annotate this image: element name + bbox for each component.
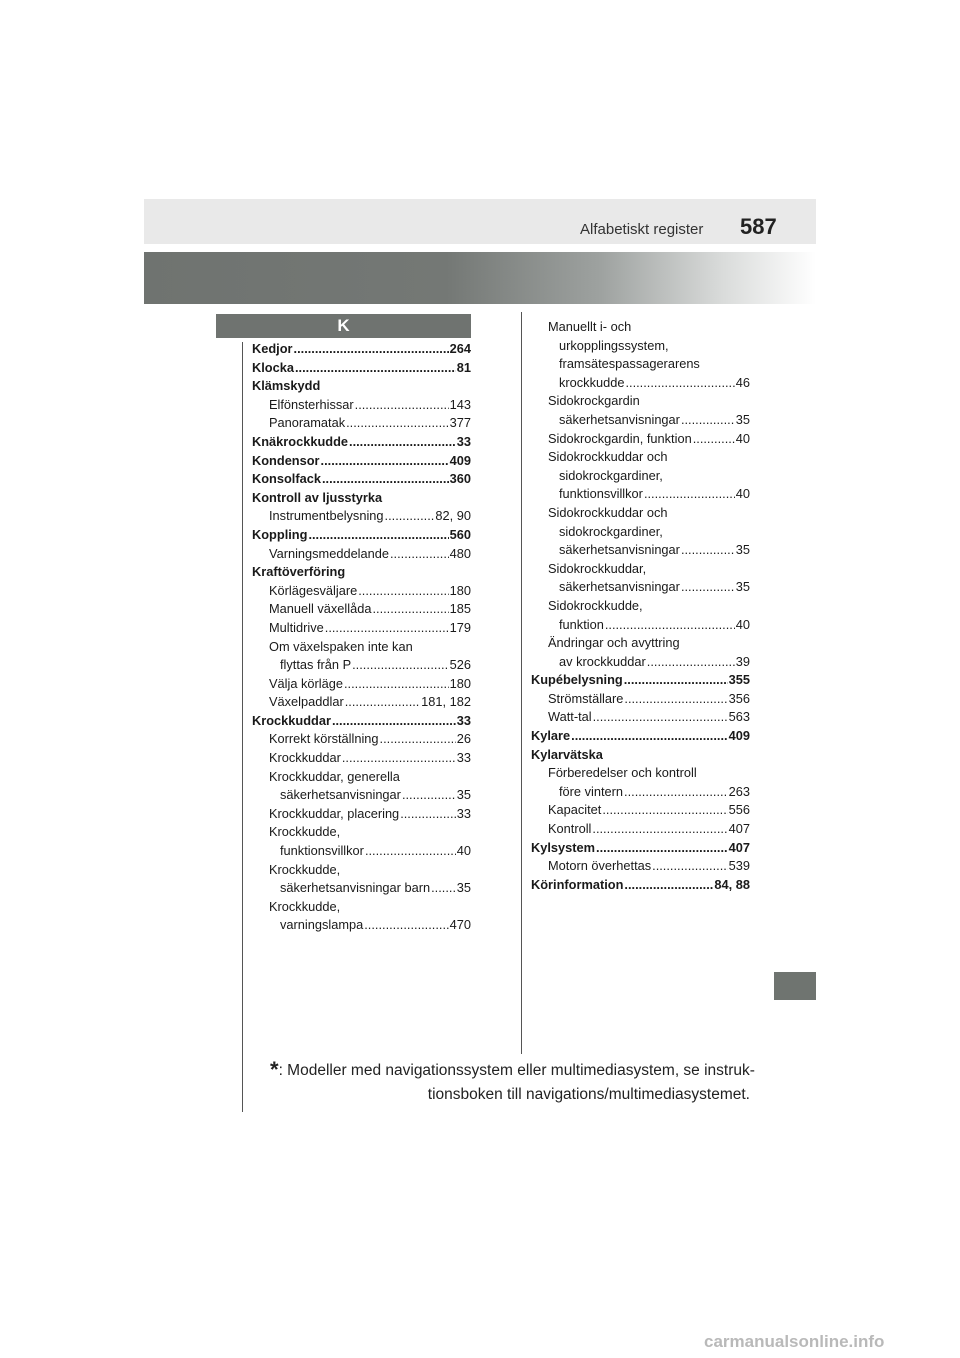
entry-page: 35 xyxy=(735,411,750,427)
entry-term: Krockkuddar, placering xyxy=(269,805,400,821)
entry-page: 84, 88 xyxy=(714,876,750,892)
entry-term: funktionsvillkor xyxy=(559,486,643,502)
index-entry xyxy=(531,839,750,858)
entry-page: 356 xyxy=(728,690,750,706)
entry-term: Manuellt i- och xyxy=(548,319,632,334)
index-column-left xyxy=(252,340,471,935)
entry-term: Sidokrockkuddar, xyxy=(548,560,647,576)
entry-page: 179 xyxy=(449,619,471,635)
entry-term: Knäkrockkudde xyxy=(252,433,349,449)
column-divider xyxy=(521,312,522,1054)
entry-term: Om växelspaken inte kan xyxy=(269,638,413,654)
left-margin-rule xyxy=(242,342,243,1112)
entry-page: 407 xyxy=(728,821,750,837)
footnote xyxy=(270,1057,755,1107)
index-entry xyxy=(252,452,471,471)
entry-term: urkopplingssystem, xyxy=(559,337,669,353)
entry-term: Instrumentbelysning xyxy=(269,508,384,524)
header-gradient-bar xyxy=(144,252,816,304)
index-entry xyxy=(531,485,750,504)
entry-page: 33 xyxy=(456,805,471,821)
dot-leader xyxy=(596,839,728,858)
dot-leader xyxy=(365,842,456,861)
index-entry xyxy=(252,507,471,526)
entry-page: 264 xyxy=(449,341,471,356)
entry-term: Klocka xyxy=(252,359,294,375)
entry-term: varningslampa xyxy=(280,917,364,933)
entry-term: Korrekt körställning xyxy=(269,731,379,747)
entry-term: Kondensor xyxy=(252,452,320,468)
dot-leader xyxy=(624,671,728,690)
index-entry xyxy=(531,857,750,876)
index-entry xyxy=(252,582,471,601)
section-letter-bar: K xyxy=(216,314,471,338)
entry-page: 35 xyxy=(456,880,471,896)
entry-page: 46 xyxy=(735,374,750,390)
index-entry xyxy=(252,619,471,638)
entry-term: Växelpaddlar xyxy=(269,694,344,710)
page-number: 587 xyxy=(740,214,777,239)
index-entry xyxy=(531,820,750,839)
entry-term: Watt-tal xyxy=(548,709,592,725)
entry-term: före vintern xyxy=(559,783,624,799)
index-entry xyxy=(531,764,750,783)
entry-term: säkerhetsanvisningar xyxy=(559,579,680,595)
entry-page: 480 xyxy=(449,545,471,561)
entry-term: Multidrive xyxy=(269,619,324,635)
index-entry xyxy=(252,730,471,749)
dot-leader xyxy=(358,582,448,601)
entry-term: Krockkudde, xyxy=(269,861,341,877)
index-entry xyxy=(252,712,471,731)
entry-term: Kapacitet xyxy=(548,802,602,818)
entry-page: 470 xyxy=(449,917,471,933)
entry-page: 407 xyxy=(728,839,750,855)
index-entry xyxy=(252,414,471,433)
entry-term: Manuell växellåda xyxy=(269,601,372,617)
entry-page: 180 xyxy=(449,675,471,691)
index-entry xyxy=(252,489,471,508)
dot-leader xyxy=(364,916,448,935)
index-entry xyxy=(252,545,471,564)
index-column-right xyxy=(531,318,750,894)
entry-term: Kylare xyxy=(531,728,571,744)
index-entry xyxy=(252,898,471,917)
entry-term: framsätespassagerarens xyxy=(559,356,700,372)
dot-leader xyxy=(592,820,727,839)
entry-term: Klämskydd xyxy=(252,378,321,394)
entry-term: Körlägesväljare xyxy=(269,582,358,598)
index-entry xyxy=(531,690,750,709)
index-entry xyxy=(531,541,750,560)
entry-page: 409 xyxy=(449,452,471,468)
entry-term: säkerhetsanvisningar barn xyxy=(280,880,431,896)
entry-term: Motorn överhettas xyxy=(548,858,652,874)
dot-leader xyxy=(652,857,728,876)
entry-term: Kraftöverföring xyxy=(252,564,346,580)
entry-term: Strömställare xyxy=(548,690,624,706)
dot-leader xyxy=(355,396,449,415)
dot-leader xyxy=(308,526,448,545)
watermark: carmanualsonline.info xyxy=(704,1332,885,1351)
dot-leader xyxy=(571,727,728,746)
index-entry xyxy=(531,653,750,672)
entry-page: 560 xyxy=(449,526,471,542)
entry-page: 360 xyxy=(449,471,471,487)
entry-page: 40 xyxy=(735,430,750,446)
index-entry xyxy=(252,433,471,452)
entry-term: Sidokrockkuddar och xyxy=(548,449,668,465)
entry-term: Sidokrockgardin, funktion xyxy=(548,430,692,446)
entry-page: 26 xyxy=(456,731,471,747)
entry-term: Kontroll xyxy=(548,821,592,837)
entry-term: Elfönsterhissar xyxy=(269,396,354,412)
index-entry xyxy=(531,448,750,467)
dot-leader xyxy=(344,675,449,694)
dot-leader xyxy=(681,541,735,560)
entry-page: 35 xyxy=(735,579,750,595)
dot-leader xyxy=(352,656,449,675)
index-entry xyxy=(252,861,471,880)
index-entry xyxy=(531,523,750,542)
index-entry xyxy=(531,578,750,597)
index-entry xyxy=(531,708,750,727)
dot-leader xyxy=(380,730,456,749)
entry-term: Kontroll av ljusstyrka xyxy=(252,489,383,505)
entry-page: 526 xyxy=(449,657,471,673)
dot-leader xyxy=(349,433,456,452)
entry-term: Sidokrockkudde, xyxy=(548,597,643,613)
index-entry xyxy=(252,768,471,787)
index-entry xyxy=(252,340,471,359)
index-entry xyxy=(531,727,750,746)
dot-leader xyxy=(693,430,735,449)
dot-leader xyxy=(681,411,735,430)
index-entry xyxy=(531,746,750,765)
entry-term: Kylsystem xyxy=(531,839,596,855)
entry-term: Krockkudde, xyxy=(269,824,341,840)
entry-page: 35 xyxy=(735,542,750,558)
dot-leader xyxy=(647,653,735,672)
entry-term: Förberedelser och kontroll xyxy=(548,765,697,781)
entry-page: 563 xyxy=(728,709,750,725)
dot-leader xyxy=(325,619,449,638)
footnote-marker: * xyxy=(270,1057,279,1082)
index-entry xyxy=(531,467,750,486)
index-entry xyxy=(531,801,750,820)
index-entry xyxy=(531,876,750,895)
dot-leader xyxy=(602,801,727,820)
index-entry xyxy=(531,374,750,393)
index-entry xyxy=(252,916,471,935)
index-entry xyxy=(531,616,750,635)
index-entry xyxy=(252,656,471,675)
entry-term: säkerhetsanvisningar xyxy=(280,787,401,803)
dot-leader xyxy=(322,470,449,489)
index-entry xyxy=(531,411,750,430)
index-entry xyxy=(531,504,750,523)
entry-page: 539 xyxy=(728,858,750,874)
entry-term: Varningsmeddelande xyxy=(269,545,389,561)
index-entry xyxy=(252,786,471,805)
entry-term: säkerhetsanvisningar xyxy=(559,411,680,427)
index-entry xyxy=(531,392,750,411)
entry-term: Välja körläge xyxy=(269,675,343,691)
entry-page: 82, 90 xyxy=(435,508,471,524)
index-entry xyxy=(252,879,471,898)
entry-page: 39 xyxy=(735,653,750,669)
entry-page: 40 xyxy=(735,616,750,632)
entry-page: 143 xyxy=(449,396,471,412)
entry-term: Kedjor xyxy=(252,341,293,356)
dot-leader xyxy=(346,414,449,433)
index-entry xyxy=(531,783,750,802)
index-entry xyxy=(252,600,471,619)
dot-leader xyxy=(605,616,735,635)
header-band xyxy=(144,199,816,244)
entry-term: Krockkudde, xyxy=(269,898,341,914)
dot-leader xyxy=(294,340,449,359)
entry-page: 81 xyxy=(456,359,471,375)
entry-term: Sidokrockgardin xyxy=(548,393,640,409)
entry-term: krockkudde xyxy=(559,374,625,390)
footnote-line1: : Modeller med navigationssystem eller multimediasystem, se instruk- xyxy=(278,1062,755,1079)
entry-page: 33 xyxy=(456,433,471,449)
dot-leader xyxy=(345,693,420,712)
entry-term: Kupébelysning xyxy=(531,672,623,688)
dot-leader xyxy=(332,712,456,731)
entry-page: 180 xyxy=(449,582,471,598)
entry-term: Panoramatak xyxy=(269,415,346,431)
dot-leader xyxy=(625,374,734,393)
entry-page: 40 xyxy=(735,486,750,502)
entry-term: Konsolfack xyxy=(252,471,321,487)
dot-leader xyxy=(593,708,728,727)
index-entry xyxy=(531,634,750,653)
entry-page: 556 xyxy=(728,802,750,818)
entry-term: Krockkuddar xyxy=(269,750,341,766)
index-entry xyxy=(252,359,471,378)
index-entry xyxy=(252,396,471,415)
entry-term: Koppling xyxy=(252,526,308,542)
entry-page: 263 xyxy=(728,783,750,799)
entry-term: flyttas från P xyxy=(280,657,352,673)
index-entry xyxy=(252,470,471,489)
entry-term: av krockkuddar xyxy=(559,653,646,669)
entry-page: 377 xyxy=(449,415,471,431)
header-title: Alfabetiskt register xyxy=(580,221,704,238)
index-entry xyxy=(531,671,750,690)
index-entry xyxy=(252,842,471,861)
index-entry xyxy=(252,749,471,768)
entry-page: 40 xyxy=(456,843,471,859)
dot-leader xyxy=(644,485,735,504)
entry-term: Ändringar och avyttring xyxy=(548,635,680,651)
dot-leader xyxy=(372,600,448,619)
dot-leader xyxy=(624,690,727,709)
footnote-line2: tionsboken till navigations/multimediasystemet. xyxy=(427,1086,750,1103)
entry-page: 185 xyxy=(449,601,471,617)
index-entry xyxy=(252,675,471,694)
entry-term: sidokrockgardiner, xyxy=(559,467,663,483)
entry-term: Krockkuddar, generella xyxy=(269,768,400,784)
dot-leader xyxy=(624,876,713,895)
entry-page: 409 xyxy=(728,728,750,744)
entry-term: Kylarvätska xyxy=(531,746,603,762)
dot-leader xyxy=(402,786,456,805)
index-entry xyxy=(531,337,750,356)
entry-term: Sidokrockkuddar och xyxy=(548,504,668,520)
entry-term: funktion xyxy=(559,616,604,632)
index-entry xyxy=(531,430,750,449)
entry-page: 355 xyxy=(728,672,750,688)
index-entry xyxy=(531,318,750,337)
entry-term: Krockkuddar xyxy=(252,712,331,728)
index-entry xyxy=(252,693,471,712)
dot-leader xyxy=(400,805,456,824)
index-entry xyxy=(531,597,750,616)
dot-leader xyxy=(390,545,449,564)
entry-term: funktionsvillkor xyxy=(280,843,364,859)
entry-term: Körinformation xyxy=(531,876,624,892)
index-entry xyxy=(531,560,750,579)
index-entry xyxy=(252,526,471,545)
index-entry xyxy=(252,823,471,842)
index-entry xyxy=(531,355,750,374)
dot-leader xyxy=(295,359,456,378)
index-entry xyxy=(252,638,471,657)
index-entry xyxy=(252,563,471,582)
dot-leader xyxy=(321,452,449,471)
dot-leader xyxy=(624,783,728,802)
index-entry xyxy=(252,805,471,824)
entry-term: sidokrockgardiner, xyxy=(559,523,663,539)
entry-page: 33 xyxy=(456,750,471,766)
entry-page: 35 xyxy=(456,787,471,803)
dot-leader xyxy=(681,578,735,597)
dot-leader xyxy=(385,507,435,526)
dot-leader xyxy=(342,749,456,768)
index-entry xyxy=(252,377,471,396)
entry-term: säkerhetsanvisningar xyxy=(559,542,680,558)
entry-page: 181, 182 xyxy=(421,694,471,710)
entry-page: 33 xyxy=(456,712,471,728)
dot-leader xyxy=(431,879,456,898)
chapter-side-tab xyxy=(774,972,816,1000)
